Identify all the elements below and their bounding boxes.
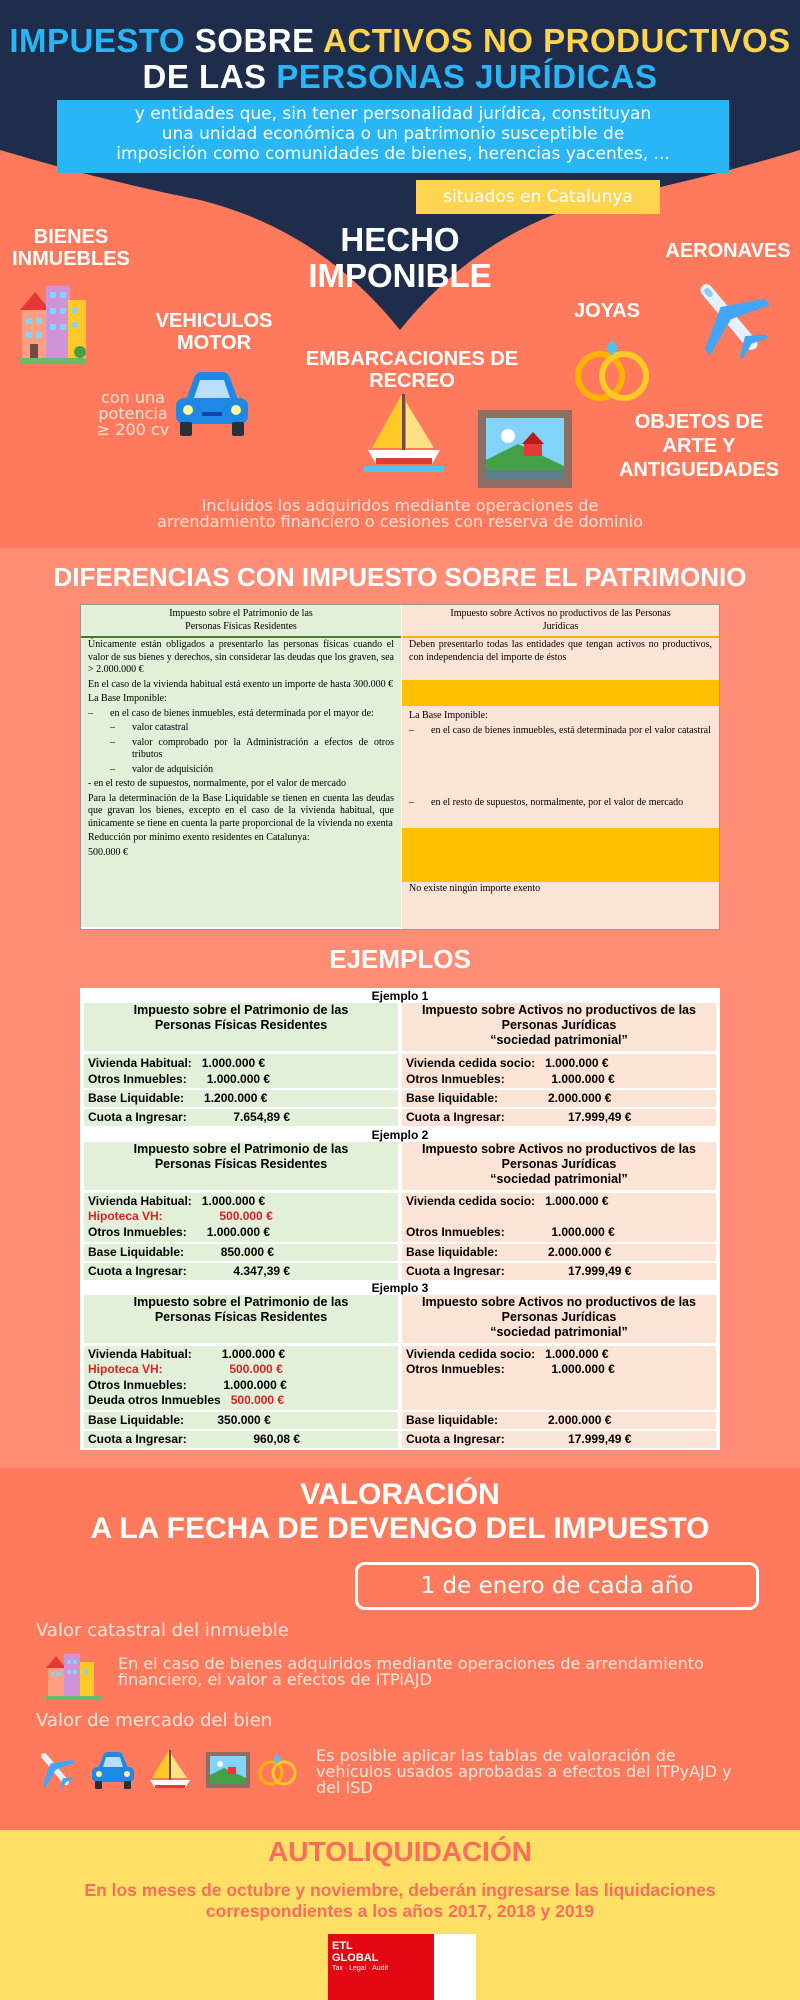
ej1-left-base — [84, 1090, 398, 1107]
ejemplo-2-title: Ejemplo 2 — [371, 1128, 429, 1142]
ej1-right-header — [402, 1003, 716, 1051]
diferencias-right-header — [402, 605, 719, 638]
hecho-imponible-title — [250, 222, 550, 294]
label-line: VEHICULOS — [155, 310, 273, 332]
value-line: Cuota a Ingresar: 7.654,89 € — [88, 1110, 291, 1124]
painting-icon — [478, 410, 572, 488]
ej2-left-header — [84, 1142, 398, 1190]
deuda-label: Deuda otros Inmuebles — [88, 1393, 221, 1407]
value-line-deuda — [88, 1393, 284, 1409]
left-text: Reducción por mínimo exento residentes en Catalunya: — [88, 832, 310, 843]
title-word-personas: PERSONAS JURÍDICAS — [276, 58, 658, 95]
header-line: Personas Físicas Residentes — [154, 1018, 328, 1032]
left-text: Para la determinación de la Base Liquidable se tienen en cuenta las deudas que gravan los bienes, excepto en el caso de la vivienda habitual, que únicamente se tiene en cuenta la parte proporcional de la vivienda no exenta — [88, 792, 394, 829]
value-line: Cuota a Ingresar: 960,08 € — [88, 1432, 301, 1446]
label-aeronaves: AERONAVES — [665, 240, 791, 262]
ejemplos-table — [80, 988, 720, 1450]
header-line: Personas Físicas Residentes — [185, 620, 297, 632]
text-line: financiero, el valor a efectos de ITPiAJD — [118, 1670, 432, 1689]
value-line: Base Liquidable: 850.000 € — [88, 1245, 275, 1259]
value-line: Otros Inmuebles: 1.000.000 € — [88, 1072, 271, 1086]
value-line: Vivienda Habitual: 1.000.000 € — [88, 1194, 266, 1208]
header-line: Impuesto sobre el Patrimonio de las — [133, 1003, 349, 1017]
valor-mercado-text — [316, 1748, 786, 1796]
left-text: valor catastral — [132, 722, 189, 733]
value-line: Base Liquidable: 350.000 € — [88, 1413, 271, 1427]
hecho-line-2: IMPONIBLE — [308, 257, 492, 294]
header-line: “sociedad patrimonial” — [490, 1033, 628, 1047]
ej3-right-values — [402, 1346, 716, 1410]
value-line: Vivienda Habitual: 1.000.000 € — [88, 1056, 266, 1070]
left-sub-bullet — [81, 721, 401, 736]
ej2-right-base — [402, 1244, 716, 1261]
vehiculos-note — [92, 390, 174, 438]
incluidos-note — [100, 498, 700, 530]
diferencias-left-column — [81, 605, 401, 929]
value-line-hipoteca: Hipoteca VH: 500.000 € — [88, 1362, 283, 1376]
label-line: INMUEBLES — [12, 248, 130, 270]
note-line: ≥ 200 cv — [96, 420, 170, 439]
autoliquidacion-title: AUTOLIQUIDACIÓN — [268, 1836, 532, 1867]
label-vehiculos-motor — [146, 310, 282, 354]
label-line: BIENES — [33, 226, 109, 248]
ejemplo-1-title: Ejemplo 1 — [371, 989, 429, 1003]
header-line: Impuesto sobre Activos no productivos de las — [422, 1295, 696, 1309]
label-bienes-inmuebles — [8, 226, 134, 270]
subtitle-line: y entidades que, sin tener personalidad jurídica, constituyan — [134, 104, 652, 124]
sailboat-icon — [364, 392, 444, 472]
subtitle-box — [57, 100, 729, 173]
bullet-dash: – — [110, 763, 115, 775]
buildings-icon — [20, 278, 86, 370]
left-text: valor de adquisición — [132, 763, 214, 775]
location-badge: situados en Catalunya — [416, 180, 660, 214]
bullet-dash: – — [409, 724, 414, 736]
value-line-hipoteca: Hipoteca VH: 500.000 € — [88, 1209, 273, 1223]
note-line: potencia — [98, 404, 168, 423]
ej2-right-header — [402, 1142, 716, 1190]
autoliquidacion-text — [20, 1880, 780, 1922]
ej3-left-cuota — [84, 1431, 398, 1448]
fecha-devengo-box: 1 de enero de cada año — [355, 1562, 759, 1610]
value-line: Base liquidable: 2.000.000 € — [406, 1413, 612, 1427]
text-line: En los meses de octubre y noviembre, deberán ingresarse las liquidaciones — [84, 1880, 716, 1900]
valor-catastral-heading: Valor catastral del inmueble — [36, 1620, 289, 1641]
header-line: Impuesto sobre el Patrimonio de las — [169, 608, 313, 619]
ej3-right-cuota — [402, 1431, 716, 1448]
text-line: Es posible aplicar las tablas de valoración de — [316, 1746, 676, 1765]
ej1-left-header — [84, 1003, 398, 1051]
etl-global-logo — [318, 1930, 476, 2000]
bullet-dash: – — [110, 736, 115, 748]
page-title-line-2 — [0, 58, 800, 96]
ej2-left-values — [84, 1193, 398, 1242]
label-line: ANTIGUEDADES — [618, 459, 779, 481]
ej3-right-base — [402, 1412, 716, 1429]
label-line: RECREO — [369, 370, 455, 392]
label-line: EMBARCACIONES DE — [305, 348, 519, 370]
diferencias-title: DIFERENCIAS CON IMPUESTO SOBRE EL PATRIMONIO — [53, 562, 747, 592]
value-line: Base Liquidable: 1.200.000 € — [88, 1091, 268, 1105]
deuda-value: 500.000 € — [230, 1393, 285, 1407]
painting-icon — [206, 1752, 250, 1788]
ej1-left-cuota — [84, 1109, 398, 1126]
text-line: correspondientes a los años 2017, 2018 y 2019 — [205, 1901, 595, 1921]
valor-catastral-text — [118, 1656, 778, 1688]
value-line: Vivienda cedida socio: 1.000.000 € — [406, 1194, 609, 1208]
airplane-icon — [34, 1748, 76, 1790]
header-line: Personas Físicas Residentes — [154, 1310, 328, 1324]
header-line: Impuesto sobre el Patrimonio de las — [133, 1295, 349, 1309]
left-text: - en el resto de supuestos, normalmente, por el valor de mercado — [88, 778, 346, 789]
ej3-left-header — [84, 1295, 398, 1343]
ej3-left-values — [84, 1346, 398, 1410]
ej2-left-cuota — [84, 1263, 398, 1280]
value-line: Otros Inmuebles: 1.000.000 € — [406, 1362, 615, 1376]
left-text: La Base Imponible: — [88, 693, 167, 704]
left-sub-bullet — [81, 763, 401, 778]
title-word-impuesto: IMPUESTO — [9, 22, 186, 59]
header-line: “sociedad patrimonial” — [490, 1172, 628, 1186]
label-objetos-arte — [602, 410, 796, 482]
title-word-sobre: SOBRE — [194, 22, 315, 59]
header-line: Impuesto sobre Activos no productivos de las — [422, 1142, 696, 1156]
header-line: Jurídicas — [542, 620, 579, 632]
left-bullet — [81, 707, 401, 722]
note-line: Incluidos los adquiridos mediante operaciones de — [201, 496, 599, 515]
rings-icon — [256, 1752, 300, 1788]
value-line: Base liquidable: 2.000.000 € — [406, 1091, 612, 1105]
subtitle-line: imposición como comunidades de bienes, herencias yacentes, ... — [116, 144, 670, 164]
right-text: No existe ningún importe exento — [409, 882, 541, 894]
ej1-right-values — [402, 1054, 716, 1088]
right-highlight-bar — [402, 828, 719, 882]
logo-text — [328, 1934, 434, 2000]
ej1-left-values — [84, 1054, 398, 1088]
left-sub-bullet — [81, 736, 401, 763]
value-line: Cuota a Ingresar: 4.347,39 € — [88, 1264, 291, 1278]
ejemplo-3-title: Ejemplo 3 — [371, 1281, 429, 1295]
title-word-de-las: DE LAS — [142, 58, 267, 95]
value-line: Vivienda cedida socio: 1.000.000 € — [406, 1347, 609, 1361]
left-text: valor comprobado por la Administración a efectos de otros tributos — [132, 736, 394, 760]
bullet-dash: – — [409, 796, 414, 808]
value-line: Otros Inmuebles: 1.000.000 € — [406, 1225, 615, 1239]
right-text: en el resto de supuestos, normalmente, por el valor de mercado — [431, 796, 684, 808]
header-line: “sociedad patrimonial” — [490, 1325, 628, 1339]
left-text: Únicamente están obligados a presentarlo las personas físicas cuando el valor de sus bienes y derechos, sin considerar las deudas que los graven, sea > 2.000.000 € — [88, 639, 394, 675]
sailboat-icon — [148, 1748, 192, 1792]
header-line: Personas Jurídicas — [501, 1018, 617, 1032]
value-line: Vivienda Habitual: 1.000.000 € — [88, 1347, 286, 1361]
header-line: Impuesto sobre el Patrimonio de las — [133, 1142, 349, 1156]
value-line: Vivienda cedida socio: 1.000.000 € — [406, 1056, 609, 1070]
left-text: en el caso de bienes inmuebles, está determinada por el mayor de: — [110, 707, 374, 719]
bullet-dash: – — [88, 707, 93, 719]
ej1-right-base — [402, 1090, 716, 1107]
diferencias-table — [80, 604, 720, 930]
value-line: Otros Inmuebles: 1.000.000 € — [88, 1225, 271, 1239]
value-line: Otros Inmuebles: 1.000.000 € — [406, 1072, 615, 1086]
logo-brand-etl: ETL — [332, 1940, 353, 1952]
left-text: 500.000 € — [88, 846, 128, 858]
label-joyas: JOYAS — [574, 300, 640, 322]
right-text: en el caso de bienes inmuebles, está determinada por el valor catastral — [431, 724, 711, 736]
value-line: Otros Inmuebles: 1.000.000 € — [88, 1378, 287, 1392]
right-bullet — [402, 796, 719, 828]
airplane-icon — [686, 274, 772, 360]
car-icon — [172, 368, 252, 440]
label-embarcaciones — [296, 348, 528, 392]
text-line: En el caso de bienes adquiridos mediante operaciones de arrendamiento — [118, 1654, 704, 1673]
header-line: Personas Jurídicas — [501, 1310, 617, 1324]
subtitle-line: una unidad económica o un patrimonio susceptible de — [161, 124, 625, 144]
valoracion-title — [0, 1478, 800, 1546]
value-line: Base liquidable: 2.000.000 € — [406, 1245, 612, 1259]
left-text: En el caso de la vivienda habitual está exento un importe de hasta 300.000 € — [88, 678, 394, 690]
header-line: Personas Jurídicas — [501, 1157, 617, 1171]
ejemplos-title: EJEMPLOS — [329, 944, 471, 974]
logo-brand-global: GLOBAL — [332, 1952, 379, 1964]
value-line: Cuota a Ingresar: 17.999,49 € — [406, 1110, 632, 1124]
valor-mercado-heading: Valor de mercado del bien — [36, 1710, 273, 1731]
ej2-right-cuota — [402, 1263, 716, 1280]
text-line: vehículos usados aprobadas a efectos del ITPyAJD y — [316, 1762, 732, 1781]
label-line: MOTOR — [176, 332, 252, 354]
ej1-right-cuota — [402, 1109, 716, 1126]
header-line: Impuesto sobre Activos no productivos de las — [422, 1003, 696, 1017]
logo-tagline: Tax · Legal · Audit — [332, 1965, 389, 1972]
page-title-line-1 — [0, 22, 800, 60]
text-line: del ISD — [316, 1778, 373, 1797]
ej3-left-base — [84, 1412, 398, 1429]
ej2-right-values — [402, 1193, 716, 1242]
rings-icon — [570, 334, 654, 406]
hecho-line-1: HECHO — [340, 221, 460, 258]
label-line: OBJETOS DE — [634, 411, 764, 433]
label-line: ARTE Y — [662, 435, 736, 457]
diferencias-left-body — [81, 638, 401, 927]
value-line: Cuota a Ingresar: 17.999,49 € — [406, 1264, 632, 1278]
title-line: VALORACIÓN — [300, 1478, 500, 1511]
value-line: Cuota a Ingresar: 17.999,49 € — [406, 1432, 632, 1446]
right-bullet — [402, 724, 719, 796]
diferencias-right-column — [402, 605, 719, 929]
header-line: Personas Físicas Residentes — [154, 1157, 328, 1171]
car-icon — [90, 1750, 136, 1790]
right-text: Deben presentarlo todas las entidades que tengan activos no productivos, con independencia del importe de éstos — [409, 639, 712, 663]
note-line: arrendamiento financiero o cesiones con reserva de dominio — [157, 512, 643, 531]
diferencias-left-header — [81, 605, 401, 638]
buildings-icon — [46, 1650, 102, 1702]
ej2-left-base — [84, 1244, 398, 1261]
header-line: Impuesto sobre Activos no productivos de las Personas — [450, 608, 671, 619]
right-text: La Base Imponible: — [409, 710, 488, 721]
title-line: A LA FECHA DE DEVENGO DEL IMPUESTO — [90, 1512, 710, 1545]
right-highlight-bar — [402, 680, 719, 706]
ej3-right-header — [402, 1295, 716, 1343]
bullet-dash: – — [110, 722, 115, 733]
title-word-activos: ACTIVOS NO PRODUCTIVOS — [323, 22, 791, 59]
note-line: con una — [101, 388, 165, 407]
